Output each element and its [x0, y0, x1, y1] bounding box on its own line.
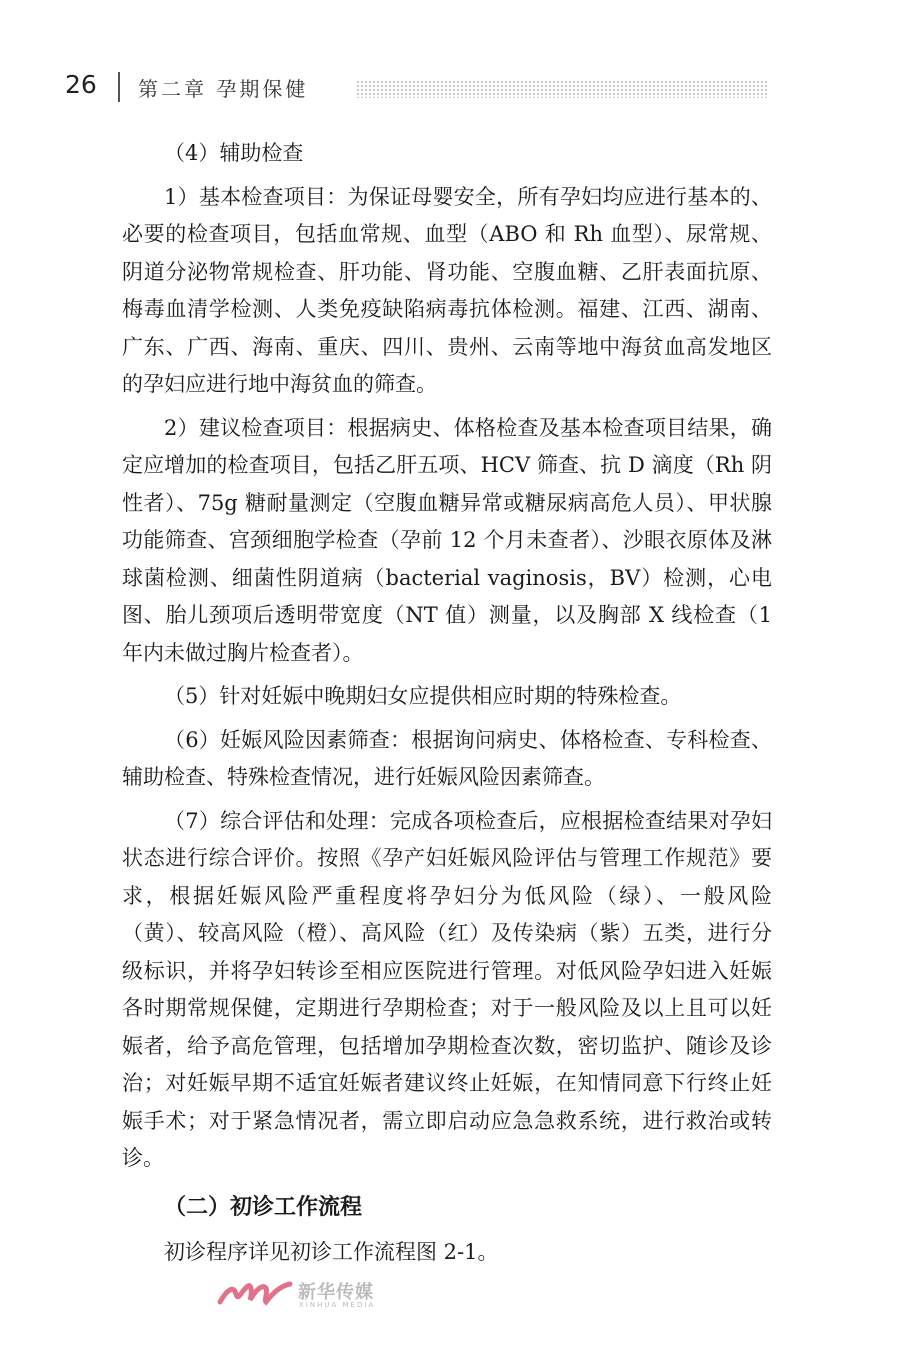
paragraph-workflow-ref: 初诊程序详见初诊工作流程图 2-1。 — [164, 1239, 499, 1264]
paragraph-risk-screening: （6）妊娠风险因素筛查：根据询问病史、体格检查、专科检查、辅助检查、特殊检查情况，进行妊娠风险因素筛查。 — [122, 727, 772, 789]
page-body — [122, 135, 772, 1277]
section-heading: （二）初诊工作流程 — [164, 1193, 363, 1220]
paragraph-assessment: （7）综合评估和处理：完成各项检查后，应根据检查结果对孕妇状态进行综合评价。按照《孕产妇妊娠风险评估与管理工作规范》要求，根据妊娠风险严重程度将孕妇分为低风险（绿）、一般风险（黄）、较高风险（橙）、高风险（红）及传染病（紫）五类，进行分级标识，并将孕妇转诊至相应医院进行管理。对低风险孕妇进入妊娠各时期常规保健，定期进行孕期检查；对于一般风险及以上且可以妊娠者，给予高危管理，包括增加孕期检查次数，密切监护、随诊及诊治；对妊娠早期不适宜妊娠者建议终止妊娠，在知情同意下行终止妊娠手术；对于紧急情况者，需立即启动应急急救系统，进行救治或转诊。 — [122, 808, 772, 1170]
header-divider — [118, 72, 120, 102]
page-number: 26 — [65, 70, 97, 99]
publisher-logo — [216, 1276, 416, 1316]
header-dot-pattern — [356, 80, 768, 98]
paragraph-suggested-exam: 2）建议检查项目：根据病史、体格检查及基本检查项目结果，确定应增加的检查项目，包括乙肝五项、HCV 筛查、抗 D 滴度（Rh 阴性者）、75g 糖耐量测定（空腹血糖异常或糖尿病高危人员）、甲状腺功能筛查、宫颈细胞学检查（孕前 12 个月未查者）、沙眼衣原体及淋球菌检测、细菌性阴道病（bacterial vaginosis，BV）检测，心电图、胎儿颈项后透明带宽度（NT 值）测量，以及胸部 X 线检查（1 年内未做过胸片检查者）。 — [122, 415, 772, 665]
page-header — [0, 62, 900, 112]
paragraph-basic-exam: 1）基本检查项目：为保证母婴安全，所有孕妇均应进行基本的、必要的检查项目，包括血常规、血型（ABO 和 Rh 血型）、尿常规、阴道分泌物常规检查、肝功能、肾功能、空腹血糖、乙肝表面抗原、梅毒血清学检测、人类免疫缺陷病毒抗体检测。福建、江西、湖南、广东、广西、海南、重庆、四川、贵州、云南等地中海贫血高发地区的孕妇应进行地中海贫血的筛查。 — [122, 184, 772, 396]
publisher-logo-subtext: XINHUA MEDIA — [299, 1301, 376, 1309]
subheading-auxiliary-exam: （4）辅助检查 — [164, 141, 304, 165]
publisher-logo-mark-icon — [216, 1276, 294, 1310]
chapter-title: 第二章 孕期保健 — [138, 77, 309, 101]
paragraph-special-exam: （5）针对妊娠中晚期妇女应提供相应时期的特殊检查。 — [164, 684, 682, 708]
publisher-logo-text: 新华传媒 — [298, 1282, 374, 1303]
